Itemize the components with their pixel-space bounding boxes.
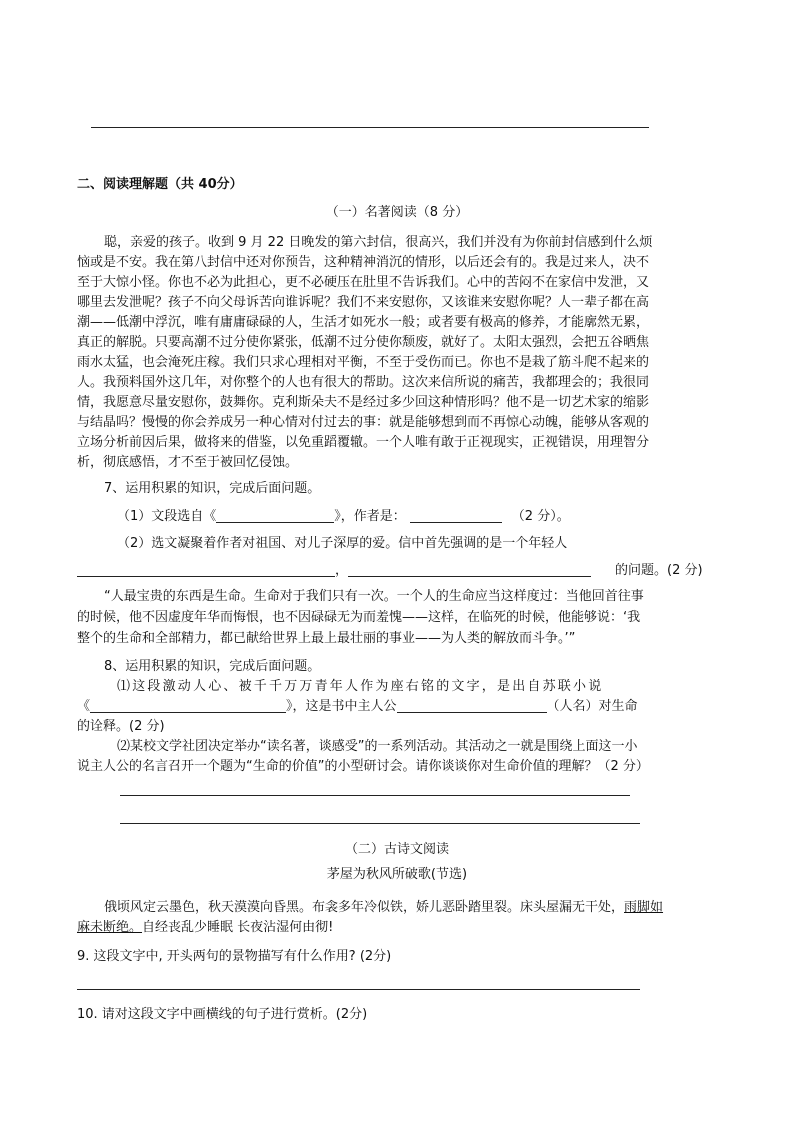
poem-line-2 [77, 916, 333, 935]
q8-answer-line-2[interactable] [120, 823, 640, 824]
q7-part2: （2）选文凝聚着作者对祖国、对儿子深厚的爱。信中首先强调的是一个年轻人 [117, 536, 568, 551]
poem-text-b: 自经丧乱少睡眠 长夜沾湿何由彻! [142, 920, 334, 935]
q8-part1-end: 的诠释。(2 分) [77, 719, 165, 734]
passage-line: 潮——低潮中浮沉，唯有庸庸碌碌的人，生活才如死水一般；或者要有极高的修养，才能廓然无累， [77, 315, 650, 330]
q8-life-label: （人名）对生命 [546, 699, 638, 714]
quote-line: 整个的生命和全部精力，都已献给世界上最上最壮丽的事业——为人类的解放而斗争。’” [77, 631, 576, 646]
q7-answer-blank-1[interactable] [77, 562, 335, 577]
q9-stem: 9. 这段文字中, 开头两句的景物描写有什么作用? (2分) [77, 949, 392, 964]
q8-protagonist-label: 》，这是书中主人公 [286, 699, 397, 714]
q7-part1-score: （2 分）。 [511, 509, 570, 524]
poem-title: 茅屋为秋风所破歌(节选) [326, 867, 468, 882]
q7-part1 [117, 505, 570, 524]
q7-stem: 7、运用积累的知识，完成后面问题。 [104, 481, 321, 496]
top-answer-line [91, 127, 649, 128]
passage-line: 真正的解脱。只要高潮不过分使你紧张，低潮不过分使你颓废，就好了。太阳太强烈，会把五谷晒焦 [77, 335, 650, 350]
q10-stem: 10. 请对这段文字中画横线的句子进行赏析。(2分) [77, 1007, 368, 1022]
q8-part2-line1: ⑵某校文学社团决定举办“读名著，谈感受”的一系列活动。其活动之一就是围绕上面这一小 [117, 739, 638, 754]
passage-line: 哪里去发泄呢？孩子不向父母诉苦向谁诉呢？我们不来安慰你，又该谁来安慰你呢？人一辈子都在高 [77, 295, 650, 310]
q8-part1-line1: ⑴这段激动人心、被千千万万青年人作为座右铭的文字，是出自苏联小说 [117, 679, 604, 694]
q8-part2-line2: 说主人公的名言召开一个题为“生命的价值”的小型研讨会。请你谈谈你对生命价值的理解？（2 分） [77, 759, 649, 774]
q8-open-quote: 《 [77, 699, 91, 714]
q7-part2-answer [77, 559, 703, 578]
q7-comma: ， [335, 563, 349, 578]
passage-line: 人。我预料国外这几年，对你整个的人也有很大的帮助。这次来信所说的痛苦，我都理会的；我很同 [77, 375, 650, 390]
q8-stem: 8、运用积累的知识，完成后面问题。 [104, 659, 321, 674]
passage-line: 立场分析前因后果，做将来的借鉴，以免重蹈覆辙。一个人唯有敢于正视现实，正视错误，用理智分 [77, 435, 650, 450]
poem-underlined-2: 麻未断绝。 [77, 920, 143, 935]
q7-answer-blank-2[interactable] [348, 562, 591, 577]
poem-text-a: 俄顷风定云墨色，秋天漠漠向昏黑。布衾多年冷似铁，娇儿恶卧踏里裂。床头屋漏无干处， [104, 900, 625, 915]
passage-line: 与结晶吗？慢慢的你会养成另一种心情对付过去的事：就是能够想到而不再惊心动魄，能够从客观的 [77, 415, 650, 430]
passage-line: 聪，亲爱的孩子。收到 9 月 22 日晚发的第六封信，很高兴，我们并没有为你前封信感到什么烦 [104, 235, 653, 250]
passage-line: 恼或是不安。我在第八封信中还对你预告，这种精神消沉的情形，以后还会有的。我是过来人，决不 [77, 255, 650, 270]
protagonist-name-blank[interactable] [397, 698, 547, 713]
q9-answer-line[interactable] [77, 989, 640, 990]
poem-line-1 [104, 896, 663, 915]
part1-title: （一）名著阅读（8 分） [325, 205, 469, 220]
passage-line: 至于大惊小怪。你也不必为此担心，更不必硬压在肚里不告诉我们。心中的苦闷不在家信中发泄，又 [77, 275, 650, 290]
passage-line: 情，我愿意尽量安慰你，鼓舞你。克利斯朵夫不是经过多少回这种情形吗？他不是一切艺术家的缩影 [77, 395, 650, 410]
passage-line: 析，彻底感悟，才不至于被回忆侵蚀。 [77, 455, 299, 470]
poem-underlined-1: 雨脚如 [624, 900, 664, 915]
part2-title: （二）古诗文阅读 [344, 842, 449, 857]
q7-part2-end: 的问题。(2 分) [615, 563, 703, 578]
passage-line: 雨水太猛，也会淹死庄稼。我们只求心理相对平衡，不至于受伤而已。你也不是栽了筋斗爬不起来的 [77, 355, 650, 370]
q8-part1-line2 [77, 695, 638, 714]
section-heading: 二、阅读理解题（共 40分） [77, 177, 243, 192]
novel-title-blank[interactable] [90, 698, 286, 713]
q8-answer-line-1[interactable] [120, 795, 630, 796]
book-title-blank[interactable] [216, 508, 334, 523]
q7-part1-prefix: （1）文段选自《 [117, 509, 217, 524]
quote-line: 的时候，他不因虚度年华而悔恨，也不因碌碌无为而羞愧——这样，在临死的时候，他能够说：‘我 [77, 610, 641, 625]
author-blank[interactable] [410, 508, 502, 523]
quote-line: “人最宝贵的东西是生命。生命对于我们只有一次。一个人的生命应当这样度过：当他回首往事 [104, 589, 644, 604]
q7-part1-mid: 》，作者是： [334, 509, 406, 524]
